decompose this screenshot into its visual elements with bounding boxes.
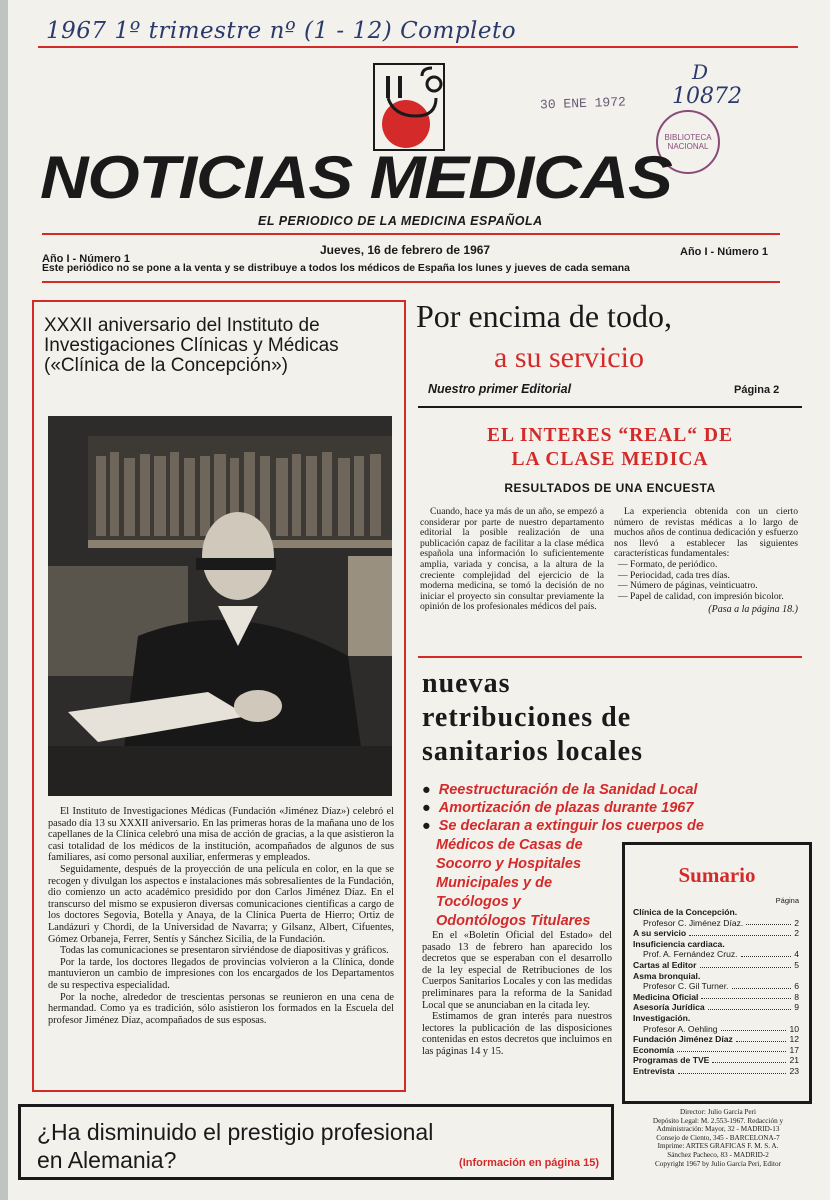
retrib-paragraph: En el «Boletín Oficial del Estado» del pasado 13 de febrero han aparecido los decretos que se esperaban con el desarrollo de la ley especial de Retribuciones de los Cuerpos Sanitarios Locales y con las medidas preliminares para la reforma de la Sanidad Local que se anunciaban en la citada ley. xyxy=(422,930,612,1011)
imprint-line: Sánchez Pacheco, 83 - MADRID-2 xyxy=(667,1150,769,1159)
sumario-item-page: 4 xyxy=(794,949,799,960)
sumario-item-label: Fundación Jiménez Díaz xyxy=(633,1034,733,1045)
left-paragraph: Seguidamente, después de la proyección de una película en color, en la que se recogen y divulgan los aspectos e instalaciones más sobresalientes de la Fundación, dio comienzo un acto académico presidido por don Carlos Jiménez Díaz. En el transcurso del mismo se expusieron diversas comunicaciones científicas a cargo de los doctores Segovia, Botella y Anaya, de la Clínica Puerta de Hierro; Ortiz de Landázuri y Chordi, de la Universidad de Navarra; y Gilsanz, Albert, Cifuentes, Gómez Orbaneja, Ferrer, Sentís y Sánchez Sicilia, de la Fundación. xyxy=(48,863,394,945)
sumario-box xyxy=(622,842,812,1104)
sumario-list xyxy=(625,907,809,1077)
sumario-item-label: Programas de TVE xyxy=(633,1055,710,1066)
sumario-item[interactable] xyxy=(633,971,799,982)
sumario-item[interactable] xyxy=(633,949,799,960)
sumario-item-page: 5 xyxy=(794,959,799,970)
catalog-letter: D xyxy=(692,60,709,84)
sumario-item-label: Profesor C. Jiménez Díaz. xyxy=(643,917,744,928)
man-reading-photo-icon xyxy=(48,416,392,796)
retrib-headline-2: retribuciones de xyxy=(422,702,632,733)
sumario-item[interactable] xyxy=(633,1013,799,1024)
interes-col2-text: La experiencia obtenida con un cierto número de revistas médicas a lo largo de muchos años de continua dedicación y esfuerzo nos llevó a establecer las siguientes características fundamentales: xyxy=(614,506,798,560)
sumario-item[interactable] xyxy=(633,1066,799,1077)
retrib-bullet-line: Socorro y Hospitales xyxy=(436,856,582,872)
handwritten-note: 1967 1º trimestre nº (1 - 12) Completo xyxy=(46,18,517,44)
sumario-item-page: 8 xyxy=(794,991,799,1002)
editorial-page-ref: Página 2 xyxy=(734,384,780,396)
retrib-paragraph: Estimamos de gran interés para nuestros lectores la publicación de las disposiciones contenidas en estos decretos que incluimos en las páginas 14 y 15. xyxy=(422,1011,612,1057)
interes-headline-1: EL INTERES “REAL“ DE xyxy=(487,425,733,446)
sumario-item-label: Prof. A. Fernández Cruz. xyxy=(643,949,738,960)
issue-number-right: Año I - Número 1 xyxy=(680,246,769,258)
catalog-number: 10872 xyxy=(672,84,742,109)
retrib-bullet xyxy=(422,818,704,835)
retrib-bullet-text: Se declaran a extinguir los cuerpos de xyxy=(438,818,704,834)
masthead-bottom-rule xyxy=(42,281,780,283)
bottom-headline-1: ¿Ha disminuido el prestigio profesional xyxy=(37,1119,434,1145)
sumario-title: Sumario xyxy=(678,863,756,887)
sumario-item-label: Insuficiencia cardiaca. xyxy=(633,938,725,949)
retrib-bullet-text: Amortización de plazas durante 1967 xyxy=(438,800,694,816)
sumario-item-label: Profesor C. Gil Turner. xyxy=(643,981,729,992)
sumario-item[interactable] xyxy=(633,939,799,950)
retrib-bullet-text: Reestructuración de la Sanidad Local xyxy=(438,782,698,798)
retrib-headline-3: sanitarios locales xyxy=(422,736,643,767)
issue-number-left: Año I - Número 1 xyxy=(42,253,131,265)
imprint-line: Administración: Mayor, 32 - MADRID-13 xyxy=(656,1125,780,1134)
retrib-headline-1: nuevas xyxy=(422,668,511,699)
sumario-item-label: Medicina Oficial xyxy=(633,991,699,1002)
library-seal-text: BIBLIOTECA NACIONAL xyxy=(664,133,712,151)
sumario-item[interactable] xyxy=(633,992,799,1003)
left-paragraph: Por la tarde, los doctores llegados de provincias volvieron a la Clínica, donde mantuvieron un cambio de impresiones con los encargados de los Departamentos de su respectiva especialidad. xyxy=(48,956,394,991)
retrib-body xyxy=(422,930,612,1058)
interes-list-item: — Número de páginas, veinticuatro. xyxy=(618,580,758,592)
interes-list-item: — Periocidad, cada tres días. xyxy=(618,569,730,581)
sumario-item-page: 23 xyxy=(789,1065,799,1076)
left-article-headline: XXXII aniversario del Instituto de Investigaciones Clínicas y Médicas («Clínica de la Concepción») xyxy=(44,315,339,376)
sumario-item[interactable] xyxy=(633,1002,799,1013)
bottom-headline-box xyxy=(18,1104,614,1180)
imprint-line: Depósito Legal: M. 2.553-1967. Redacción y xyxy=(652,1116,784,1125)
imprint xyxy=(624,1108,812,1168)
sumario-item[interactable] xyxy=(633,1024,799,1035)
sumario-item-page: 6 xyxy=(794,981,799,992)
retrib-bullet xyxy=(422,782,697,799)
left-article-body xyxy=(48,806,394,1026)
editorial-rule xyxy=(418,406,802,408)
imprint-line: Consejo de Ciento, 345 - BARCELONA-7 xyxy=(656,1133,780,1142)
masthead-rule xyxy=(42,233,780,235)
sumario-item-label: Clínica de la Concepción. xyxy=(633,907,738,917)
editorial-headline-2: a su servicio xyxy=(494,341,644,374)
sumario-item-page: 2 xyxy=(794,928,799,939)
retrib-bullet-line: Médicos de Casas de xyxy=(436,837,583,853)
interes-list-item: — Papel de calidad, con impresión bicolor. xyxy=(618,590,784,602)
sumario-item-page: 12 xyxy=(789,1034,799,1045)
bullet-dot-icon: ● xyxy=(422,800,431,816)
newspaper-page xyxy=(8,0,830,1200)
imprint-line: Copyright 1967 by Julio García Peri, Editor xyxy=(655,1159,781,1168)
bottom-headline-2: en Alemania? xyxy=(37,1147,177,1173)
sumario-item-label: Cartas al Editor xyxy=(633,959,697,970)
sumario-item-page: 2 xyxy=(794,917,799,928)
interes-continued: (Pasa a la página 18.) xyxy=(708,604,798,616)
retrib-bullet-line: Municipales y de xyxy=(436,875,553,891)
sumario-item-label: A su servicio xyxy=(633,928,687,939)
sumario-item-label: Profesor A. Oehling xyxy=(643,1023,718,1034)
sumario-item-label: Economía xyxy=(633,1044,675,1055)
sumario-item[interactable] xyxy=(633,918,799,929)
interes-list-item: — Formato, de periódico. xyxy=(618,558,718,570)
sumario-item-page: 21 xyxy=(789,1055,799,1066)
retrib-bullet-continuation xyxy=(436,836,590,931)
sumario-item-label: Investigación. xyxy=(633,1012,691,1023)
retrib-bullet xyxy=(422,800,693,817)
issue-date: Jueves, 16 de febrero de 1967 xyxy=(320,243,491,257)
imprint-line: Imprime: ARTES GRAFICAS F. M. S. A. xyxy=(657,1142,779,1151)
interes-headline-2: LA CLASE MEDICA xyxy=(511,449,709,470)
bottom-page-ref: (Información en página 15) xyxy=(459,1157,599,1169)
handwritten-underline xyxy=(38,46,798,48)
sumario-item[interactable] xyxy=(633,1055,799,1066)
article-photo xyxy=(48,416,392,796)
newspaper-title: NOTICIAS MEDICAS xyxy=(40,144,672,211)
retrib-bullet-line: Odontólogos Titulares xyxy=(436,913,591,929)
medical-logo-icon xyxy=(366,62,456,154)
left-paragraph: Por la noche, alrededor de trescientas personas se reunieron en una cena de hermandad. Como ya es tradición, sólo asistieron los formados en la Escuela del profesor Jiménez Díaz, acompañados de sus esposas. xyxy=(48,991,394,1026)
sumario-item-page: 10 xyxy=(789,1023,799,1034)
left-paragraph: El Instituto de Investigaciones Médicas (Fundación «Jiménez Díaz») celebró el pasado día 13 su XXXII aniversario. En las primeras horas de la mañana uno de los capellanes de la Clínica celebró una misa de acción de gracias, a la que asistieron la casi totalidad de los médicos de la institución, acompañados de algunos de sus familiares, así como personal auxiliar, enfermeras y empleados. xyxy=(48,806,394,864)
interes-col2 xyxy=(614,507,798,615)
sumario-item[interactable] xyxy=(633,960,799,971)
distribution-note: Este periódico no se pone a la venta y se distribuye a todos los médicos de España los lunes y jueves de cada semana xyxy=(42,263,630,274)
sumario-item[interactable] xyxy=(633,907,799,918)
sumario-item-label: Asesoría Jurídica xyxy=(633,1002,705,1013)
sumario-item[interactable] xyxy=(633,928,799,939)
sumario-item-label: Entrevista xyxy=(633,1065,675,1076)
sumario-item-page: 17 xyxy=(789,1044,799,1055)
sumario-item-page: 9 xyxy=(794,1002,799,1013)
sumario-item-label: Asma bronquial. xyxy=(633,970,701,981)
retrib-bullet-line: Tocólogos y xyxy=(436,894,521,910)
sumario-item[interactable] xyxy=(633,1045,799,1056)
sumario-page-label: Página xyxy=(775,896,799,905)
newspaper-subtitle: EL PERIODICO DE LA MEDICINA ESPAÑOLA xyxy=(258,214,543,228)
bullet-dot-icon: ● xyxy=(422,782,431,798)
sumario-item[interactable] xyxy=(633,1034,799,1045)
interes-rule xyxy=(418,656,802,658)
imprint-line: Director: Julio García Peri xyxy=(679,1108,757,1116)
sumario-item[interactable] xyxy=(633,981,799,992)
date-stamp: 30 ENE 1972 xyxy=(539,94,627,113)
bullet-dot-icon: ● xyxy=(422,818,431,834)
editorial-kicker: Nuestro primer Editorial xyxy=(428,382,572,396)
left-paragraph: Todas las comunicaciones se presentaron sirviéndose de diapositivas y gráficos. xyxy=(60,945,389,957)
editorial-headline-1: Por encima de todo, xyxy=(416,298,672,334)
interes-subhead: RESULTADOS DE UNA ENCUESTA xyxy=(504,481,716,495)
interes-col1: Cuando, hace ya más de un año, se empezó a considerar por parte de nuestro departamento editorial la posible realización de una publicación capaz de facilitar a la clase médica española una información lo suficientemente amplia, variada y concisa, a la altura de la creciente complejidad del ejercicio de la moderna medicina, se tomó la decisión de no iniciar el proyecto sin consultar previamente la opinión de los profesionales médicos del país. xyxy=(420,506,604,613)
